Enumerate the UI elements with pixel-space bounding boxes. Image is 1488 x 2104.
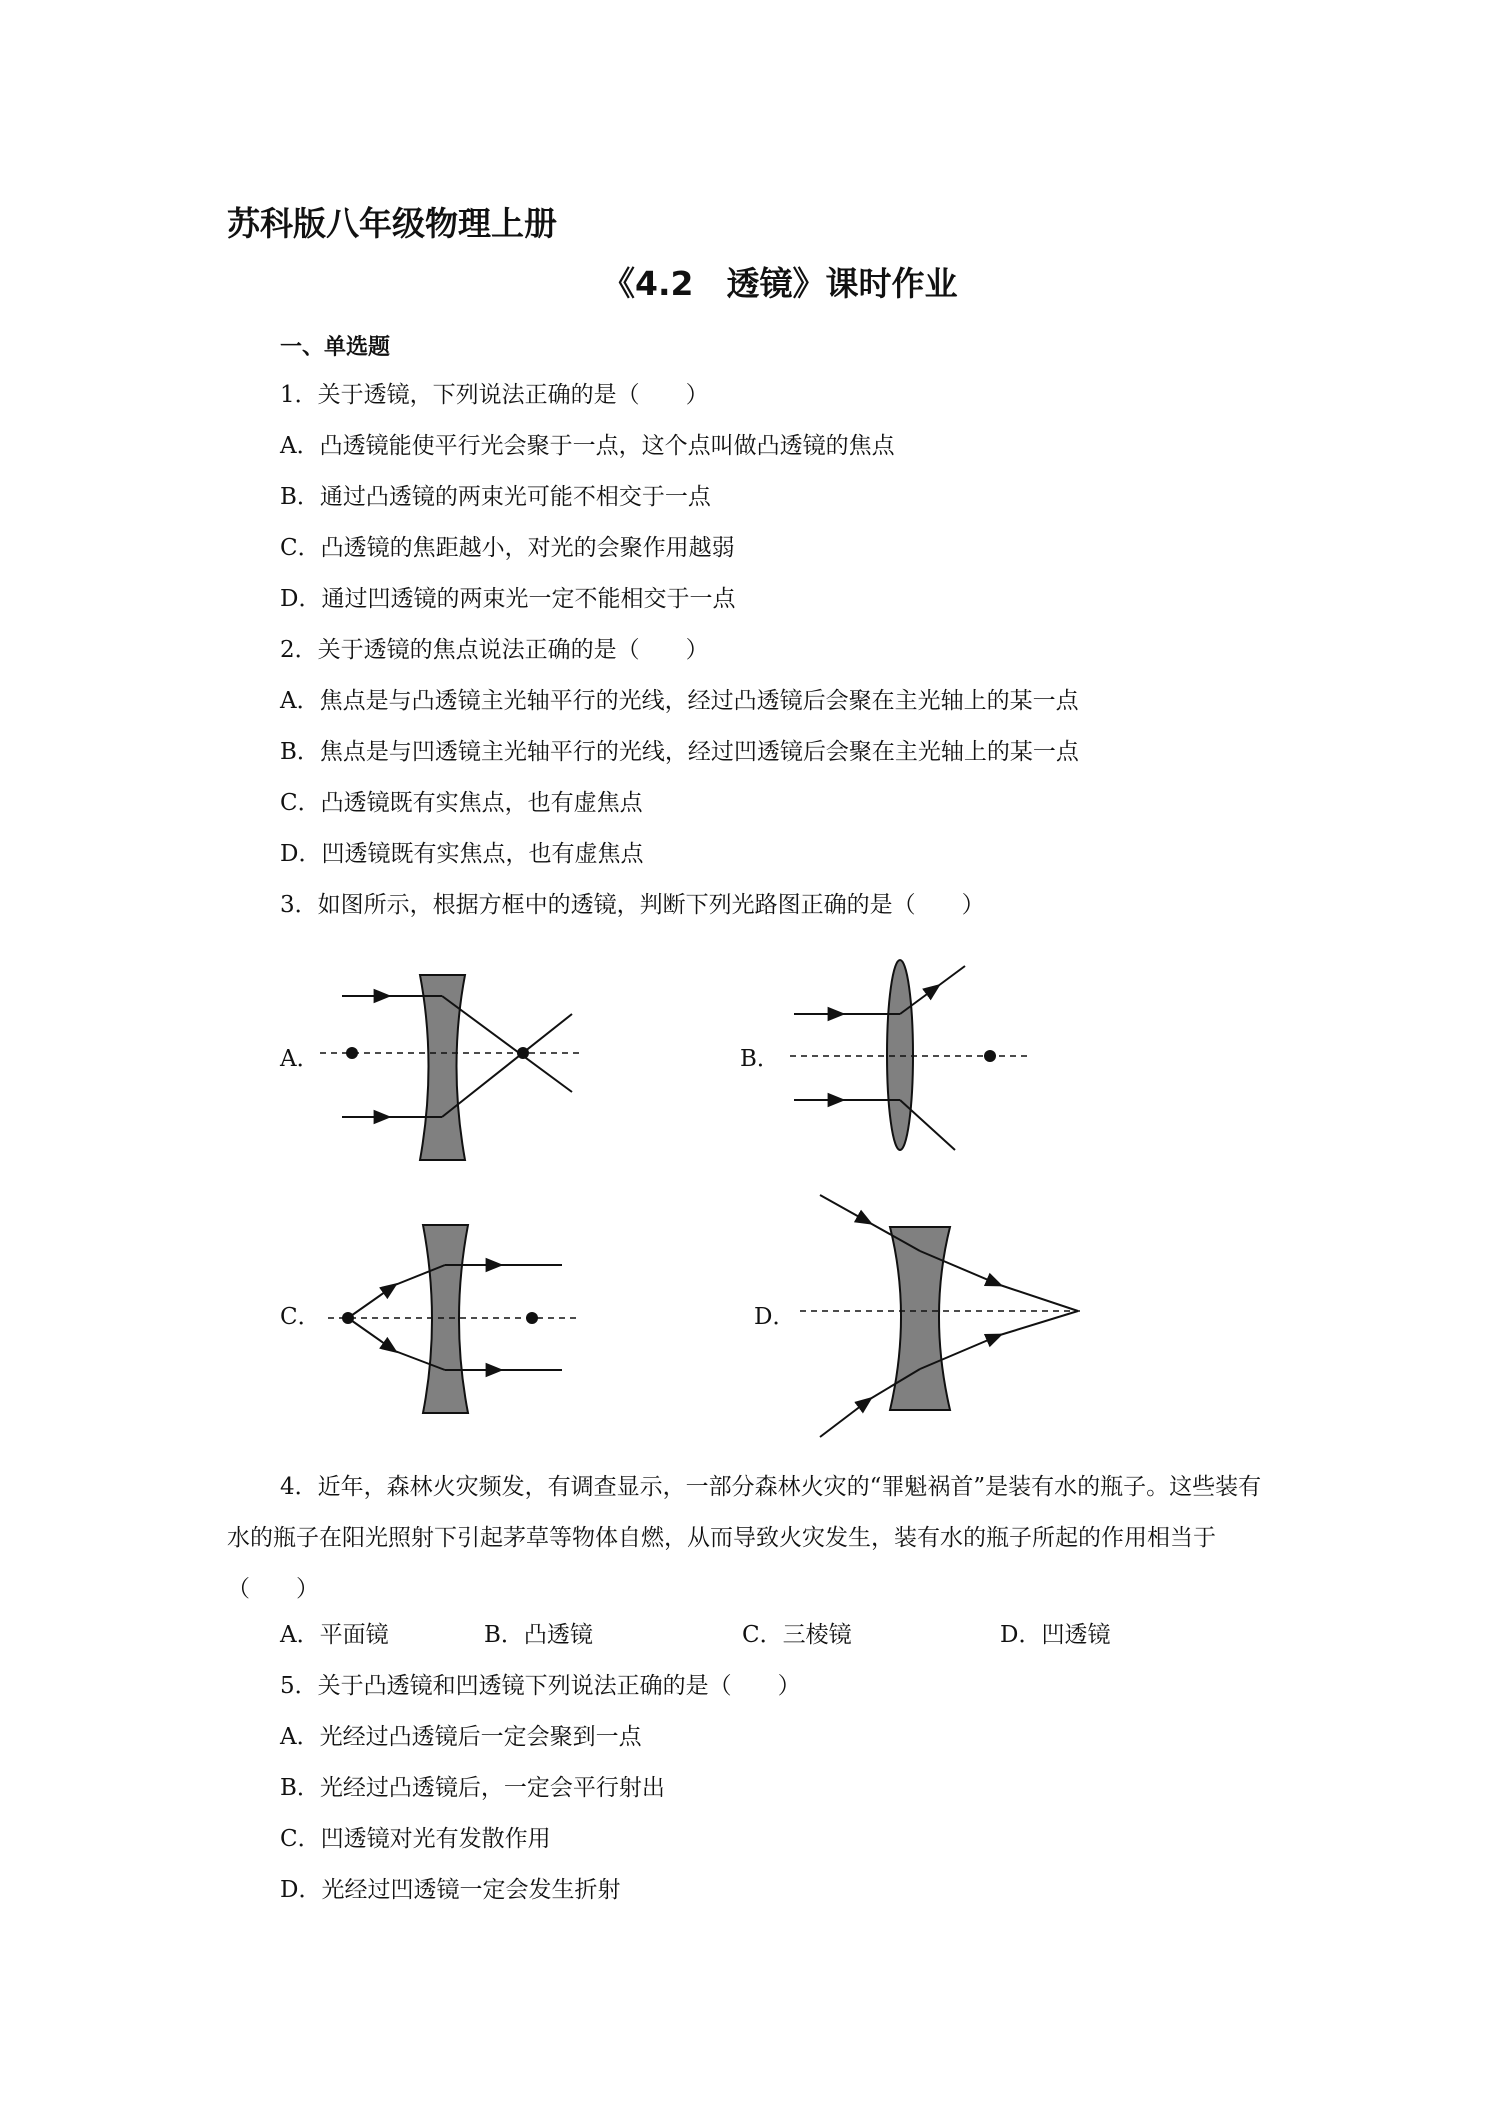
focal-point bbox=[346, 1047, 358, 1059]
concave-lens bbox=[420, 975, 465, 1160]
concave-lens bbox=[423, 1225, 468, 1413]
figure-a-label: A． bbox=[280, 1046, 320, 1072]
refracted-ray bbox=[1000, 1285, 1078, 1311]
question-4-option-a: A．平面镜 bbox=[280, 1622, 389, 1648]
question-5-option-d: D．光经过凹透镜一定会发生折射 bbox=[280, 1877, 621, 1903]
convex-lens bbox=[887, 960, 913, 1150]
figure-d-diagram bbox=[790, 1185, 1090, 1445]
refracted-ray bbox=[442, 1014, 572, 1117]
question-1-stem: 1．关于透镜，下列说法正确的是（ ） bbox=[280, 382, 709, 408]
figure-a-diagram bbox=[320, 960, 590, 1170]
question-2-option-d: D．凹透镜既有实焦点，也有虚焦点 bbox=[280, 841, 644, 867]
question-4-option-b: B．凸透镜 bbox=[484, 1622, 593, 1648]
figure-c-diagram bbox=[320, 1215, 590, 1425]
figure-d-label: D． bbox=[754, 1304, 796, 1330]
question-4-option-d: D．凹透镜 bbox=[1000, 1622, 1111, 1648]
question-2-stem: 2．关于透镜的焦点说法正确的是（ ） bbox=[280, 637, 709, 663]
question-2-option-b: B．焦点是与凹透镜主光轴平行的光线，经过凹透镜后会聚在主光轴上的某一点 bbox=[280, 739, 1079, 765]
incident-ray bbox=[820, 1399, 870, 1437]
question-5-stem: 5．关于凸透镜和凹透镜下列说法正确的是（ ） bbox=[280, 1673, 801, 1699]
question-5-option-a: A．光经过凸透镜后一定会聚到一点 bbox=[280, 1724, 642, 1750]
question-4-option-c: C．三棱镜 bbox=[742, 1622, 852, 1648]
section-heading: 一、单选题 bbox=[280, 335, 391, 360]
focal-point bbox=[526, 1312, 538, 1324]
figure-b-diagram bbox=[780, 950, 1050, 1160]
question-1-option-d: D．通过凹透镜的两束光一定不能相交于一点 bbox=[280, 586, 736, 612]
question-2-option-c: C．凸透镜既有实焦点，也有虚焦点 bbox=[280, 790, 643, 816]
incident-ray bbox=[348, 1285, 395, 1318]
figure-c-label: C． bbox=[280, 1304, 321, 1330]
question-3-stem: 3．如图所示，根据方框中的透镜，判断下列光路图正确的是（ ） bbox=[280, 892, 985, 918]
focal-point bbox=[984, 1050, 996, 1062]
refracted-ray bbox=[442, 996, 572, 1092]
refracted-ray bbox=[1000, 1311, 1078, 1335]
incident-ray bbox=[348, 1318, 395, 1351]
document-subtitle: 《4.2 透镜》课时作业 bbox=[602, 264, 958, 303]
question-1-option-b: B．通过凸透镜的两束光可能不相交于一点 bbox=[280, 484, 711, 510]
question-1-option-a: A．凸透镜能使平行光会聚于一点，这个点叫做凸透镜的焦点 bbox=[280, 433, 895, 459]
question-4-stem bbox=[227, 1462, 1277, 1615]
figure-b-label: B． bbox=[740, 1046, 780, 1072]
refracted-ray bbox=[938, 966, 965, 986]
document-title: 苏科版八年级物理上册 bbox=[227, 204, 557, 243]
incident-ray bbox=[820, 1195, 870, 1223]
question-1-option-c: C．凸透镜的焦距越小，对光的会聚作用越弱 bbox=[280, 535, 735, 561]
question-4-text: 4．近年，森林火灾频发，有调查显示，一部分森林火灾的“罪魁祸首”是装有水的瓶子。这些装有水的瓶子在阳光照射下引起茅草等物体自燃，从而导致火灾发生，装有水的瓶子所起的作用相当于（ ） bbox=[227, 1474, 1262, 1602]
question-5-option-b: B．光经过凸透镜后，一定会平行射出 bbox=[280, 1775, 665, 1801]
question-2-option-a: A．焦点是与凸透镜主光轴平行的光线，经过凸透镜后会聚在主光轴上的某一点 bbox=[280, 688, 1079, 714]
question-5-option-c: C．凹透镜对光有发散作用 bbox=[280, 1826, 551, 1852]
